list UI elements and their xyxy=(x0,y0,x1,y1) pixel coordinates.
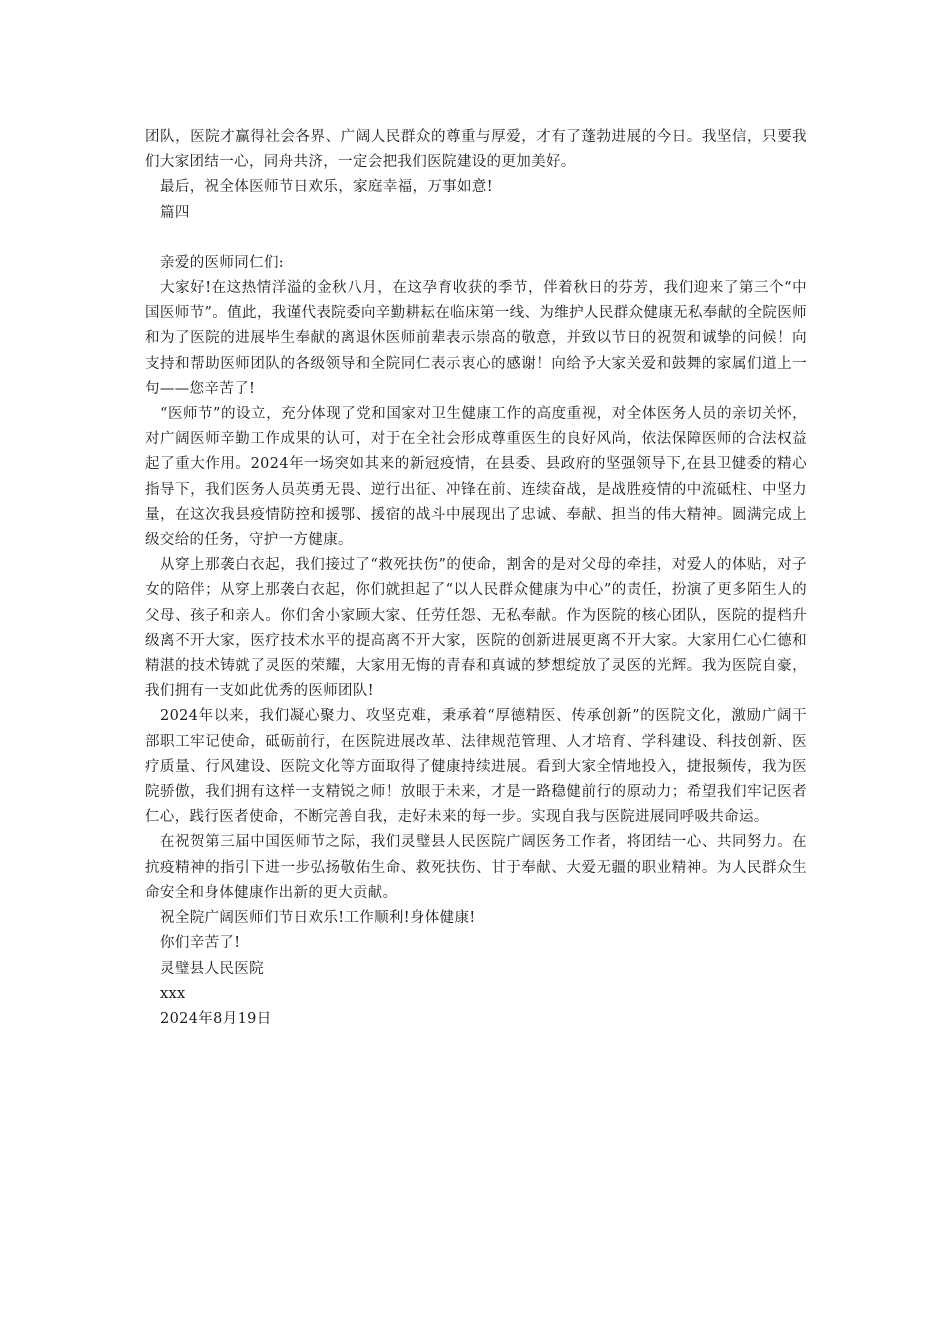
signature-name: xxx xyxy=(160,985,186,1002)
continuation-paragraph: 团队，医院才赢得社会各界、广阔人民群众的尊重与厚爱，才有了蓬勃进展的今日。我坚信，只要我们大家团结一心，同舟共济，一定会把我们医院建设的更加美好。 xyxy=(145,129,807,171)
closing-wish: 祝全院广阔医师们节日欢乐!工作顺利!身体健康! xyxy=(160,910,476,927)
body-paragraph: 大家好!在这热情洋溢的金秋八月，在这孕育收获的季节，伴着秋日的芬芳，我们迎来了第三个“中国医师节”。值此，我谨代表院委向辛勤耕耘在临床第一线、为维护人民群众健康无私奉献的全院医师和为了医院的进展毕生奉献的离退休医师前辈表示崇高的敬意，并致以节日的祝贺和诚挚的问候！向支持和帮助医师团队的各级领导和全院同仁表示衷心的感谢！向给予大家关爱和鼓舞的家属们道上一句——您辛苦了! xyxy=(145,280,807,397)
closing-wish-previous: 最后，祝全体医师节日欢乐，家庭幸福，万事如意! xyxy=(160,179,493,196)
body-paragraph: “医师节”的设立，充分体现了党和国家对卫生健康工作的高度重视，对全体医务人员的亲切关怀，对广阔医师辛勤工作成果的认可，对于在全社会形成尊重医生的良好风尚，依法保障医师的合法权益起了重大作用。2024年一场突如其来的新冠疫情，在县委、县政府的坚强领导下,在县卫健委的精心指导下，我们医务人员英勇无畏、逆行出征、冲锋在前、连续奋战，是战胜疫情的中流砥柱、中坚力量，在这次我县疫情防控和援鄂、援宿的战斗中展现出了忠诚、奉献、担当的伟大精神。圆满完成上级交给的任务，守护一方健康。 xyxy=(145,406,807,549)
body-paragraph: 在祝贺第三届中国医师节之际，我们灵璧县人民医院广阔医务工作者，将团结一心、共同努力。在抗疫精神的指引下进一步弘扬敬佑生命、救死扶伤、甘于奉献、大爱无疆的职业精神。为人民群众生命安全和身体健康作出新的更大贡献。 xyxy=(145,834,807,901)
document-body xyxy=(145,125,807,1032)
section-title: 篇四 xyxy=(160,204,190,221)
signature-date: 2024年8月19日 xyxy=(160,1010,272,1027)
blank-line xyxy=(145,226,807,251)
body-paragraph: 从穿上那袭白衣起，我们接过了“救死扶伤”的使命，割舍的是对父母的牵挂，对爱人的体贴，对子女的陪伴；从穿上那袭白衣起，你们就担起了“以人民群众健康为中心”的责任，扮演了更多陌生人的父母、孩子和亲人。你们舍小家顾大家、任劳任怨、无私奉献。作为医院的核心团队，医院的提档升级离不开大家，医疗技术水平的提高离不开大家，医院的创新进展更离不开大家。大家用仁心仁德和精湛的技术铸就了灵医的荣耀，大家用无悔的青春和真诚的梦想绽放了灵医的光辉。我为医院自豪，我们拥有一支如此优秀的医师团队! xyxy=(145,557,807,700)
salutation: 亲爱的医师同仁们: xyxy=(160,254,285,271)
signature-organization: 灵璧县人民医院 xyxy=(160,960,264,977)
thanks-line: 你们辛苦了! xyxy=(160,935,241,952)
body-paragraph: 2024年以来，我们凝心聚力、攻坚克难，秉承着“厚德精医、传承创新”的医院文化，激励广阔干部职工牢记使命，砥砺前行，在医院进展改革、法律规范管理、人才培育、学科建设、科技创新、医疗质量、行风建设、医院文化等方面取得了健康持续进展。看到大家全情地投入，捷报频传，我为医院骄傲，我们拥有这样一支精锐之师！放眼于未来，才是一路稳健前行的原动力；希望我们牢记医者仁心，践行医者使命，不断完善自我，走好未来的每一步。实现自我与医院进展同呼吸共命运。 xyxy=(145,708,807,826)
